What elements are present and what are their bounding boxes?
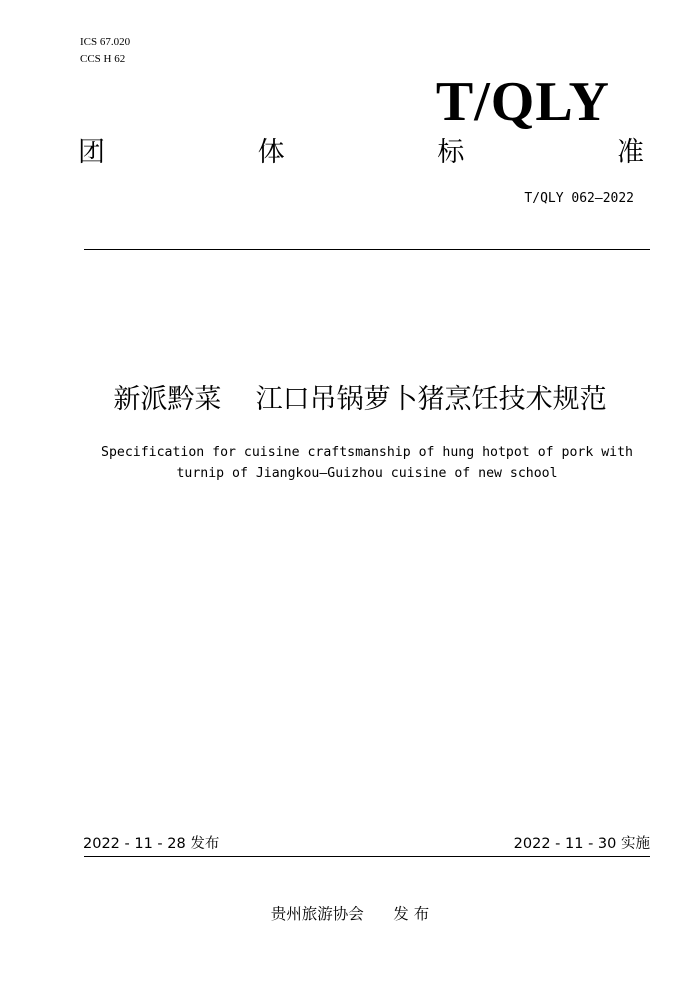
standard-type-char-2: 体: [257, 137, 285, 168]
ccs-code: CCS H 62: [80, 53, 126, 65]
implementation-date: 2022 - 11 - 30 实施: [513, 836, 650, 852]
top-divider: [84, 249, 650, 250]
standard-logo: T/QLY: [435, 71, 610, 133]
document-title-english: [50, 442, 684, 484]
standard-number: T/QLY 062—2022: [524, 191, 634, 206]
bottom-divider: [84, 856, 650, 857]
english-title-line-1: Specification for cuisine craftsmanship of hung hotpot of pork with: [101, 445, 633, 460]
standard-type: [78, 136, 644, 170]
document-title-chinese: 新派黔菜 江口吊锅萝卜猪烹饪技术规范: [113, 384, 607, 415]
standard-type-char-1: 团: [78, 137, 105, 168]
standard-type-char-3: 标: [437, 137, 465, 168]
release-date: 2022 - 11 - 28 发布: [83, 836, 220, 852]
classification-codes: [80, 34, 130, 68]
ics-code: ICS 67.020: [80, 36, 131, 48]
publisher: 贵州旅游协会 发 布: [270, 905, 430, 923]
standard-type-char-4: 准: [616, 137, 644, 168]
english-title-line-2: turnip of Jiangkou—Guizhou cuisine of new school: [176, 466, 558, 481]
